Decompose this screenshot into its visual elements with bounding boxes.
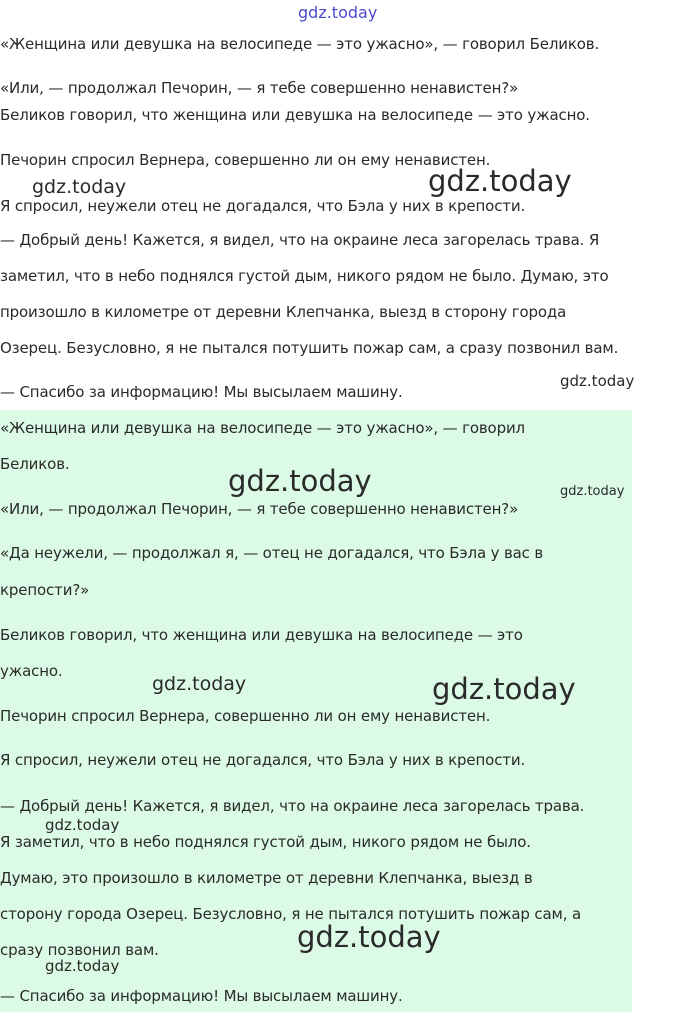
text-line: «Или, — продолжал Печорин, — я тебе совершенно ненавистен?» (0, 79, 519, 97)
text-line: Беликов говорил, что женщина или девушка на велосипеде — это ужасно. (0, 106, 590, 124)
text-line: — Спасибо за информацию! Мы высылаем машину. (0, 987, 403, 1005)
text-line: сторону города Озерец. Безусловно, я не пытался потушить пожар сам, а (0, 905, 581, 923)
text-line: — Добрый день! Кажется, я видел, что на окраине леса загорелась трава. Я (0, 231, 600, 249)
text-line: «Женщина или девушка на велосипеде — это ужасно», — говорил Беликов. (0, 35, 600, 53)
text-line: Печорин спросил Вернера, совершенно ли он ему ненавистен. (0, 707, 491, 725)
text-line: Беликов говорил, что женщина или девушка на велосипеде — это (0, 626, 523, 644)
watermark: gdz.today (432, 672, 576, 706)
text-line: Я спросил, неужели отец не догадался, что Бэла у них в крепости. (0, 751, 526, 769)
text-line: «Или, — продолжал Печорин, — я тебе совершенно ненавистен?» (0, 500, 519, 518)
watermark: gdz.today (152, 673, 247, 695)
text-line: заметил, что в небо поднялся густой дым, никого рядом не было. Думаю, это (0, 267, 609, 285)
text-line: Беликов. (0, 455, 70, 473)
watermark: gdz.today (228, 464, 372, 498)
text-line: Я спросил, неужели отец не догадался, что Бэла у них в крепости. (0, 197, 526, 215)
text-line: Печорин спросил Вернера, совершенно ли он ему ненавистен. (0, 151, 491, 169)
text-line: ужасно. (0, 662, 63, 680)
text-line: «Да неужели, — продолжал я, — отец не догадался, что Бэла у вас в (0, 544, 544, 562)
watermark: gdz.today (297, 920, 441, 954)
watermark: gdz.today (45, 816, 120, 834)
text-line: крепости?» (0, 581, 90, 599)
text-line: произошло в километре от деревни Клепчанка, выезд в сторону города (0, 303, 567, 321)
text-line: — Спасибо за информацию! Мы высылаем машину. (0, 383, 403, 401)
text-line: «Женщина или девушка на велосипеде — это ужасно», — говорил (0, 419, 525, 437)
text-line: Озерец. Безусловно, я не пытался потушить пожар сам, а сразу позвонил вам. (0, 339, 619, 357)
text-line: Я заметил, что в небо поднялся густой дым, никого рядом не было. (0, 833, 531, 851)
watermark: gdz.today (45, 957, 120, 975)
watermark: gdz.today (428, 164, 572, 198)
watermark: gdz.today (32, 176, 127, 198)
text-line: — Добрый день! Кажется, я видел, что на окраине леса загорелась трава. (0, 797, 585, 815)
watermark: gdz.today (560, 484, 625, 499)
watermark: gdz.today (560, 372, 635, 390)
text-line: Думаю, это произошло в километре от деревни Клепчанка, выезд в (0, 869, 533, 887)
text-line: сразу позвонил вам. (0, 941, 159, 959)
watermark-top: gdz.today (298, 3, 378, 22)
